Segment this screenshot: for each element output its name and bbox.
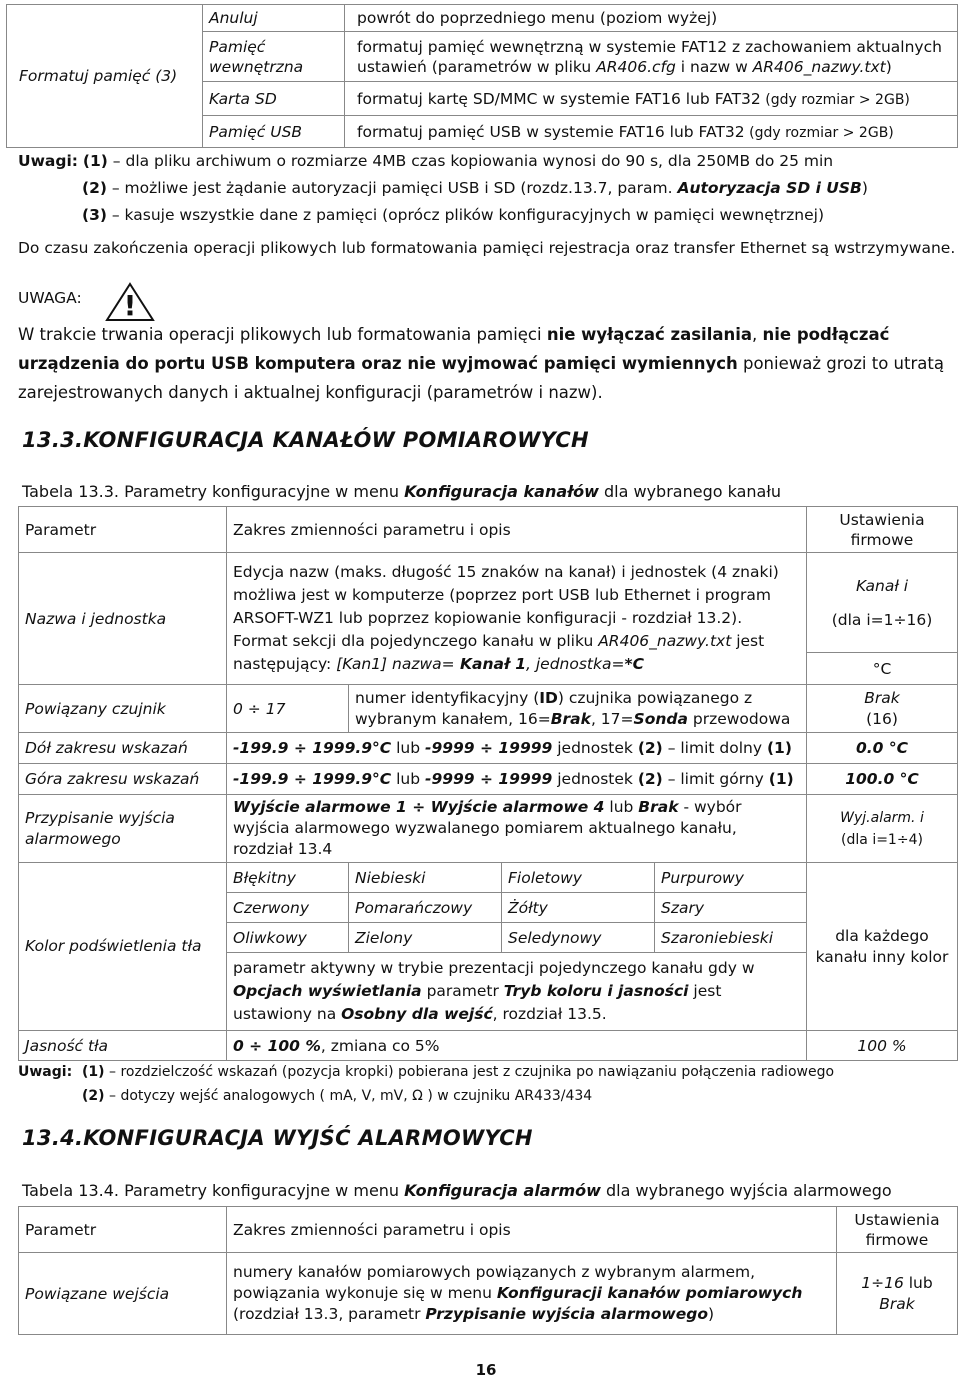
warning-label: UWAGA: [18,289,82,307]
param-nazwa-jednostka: Nazwa i jednostka [19,553,227,685]
notes2-block [18,1060,953,1108]
param-gora-zakresu: Góra zakresu wskazań [19,764,227,795]
color-option: Niebieski [349,863,502,893]
note-paragraph: Do czasu zakończenia operacji plikowych lub formatowania pamięci rejestracja oraz transfer Ethernet są wstrzymywane. [18,239,956,257]
color-option: Fioletowy [502,863,655,893]
table-caption-13-3: Tabela 13.3. Parametry konfiguracyjne w menu Konfiguracja kanałów dla wybranego kanału [22,482,782,501]
color-option: Żółty [502,893,655,923]
option-usb-desc: formatuj pamięć USB w systemie FAT16 lub FAT32 (gdy rozmiar > 2GB) [345,116,958,148]
czujnik-range: 0 ÷ 17 [227,685,349,733]
czujnik-default: Brak (16) [807,685,958,733]
section-heading-13-3: 13.3.KONFIGURACJA KANAŁÓW POMIAROWYCH [22,428,589,452]
powiazane-wejscia-default: 1÷16 lub Brak [837,1253,958,1335]
alarm-default: Wyj.alarm. i (dla i=1÷4) [807,795,958,863]
note-2: (2) – możliwe jest żądanie autoryzacji pamięci USB i SD (rozdz.13.7, param. Autoryzacja SD i USB) [82,179,868,197]
nazwa-default: Kanał i (dla i=1÷16) [807,553,958,653]
jasnosc-range: 0 ÷ 100 %, zmiana co 5% [227,1031,807,1061]
param-przypisanie-wyjscia: Przypisanie wyjścia alarmowego [19,795,227,863]
svg-text:!: ! [123,289,137,322]
param-dol-zakresu: Dół zakresu wskazań [19,733,227,764]
option-sd-card: Karta SD [203,82,345,116]
nazwa-default-unit: °C [807,653,958,685]
header-range: Zakres zmienności parametru i opis [227,507,807,553]
color-option: Pomarańczowy [349,893,502,923]
kolor-note: parametr aktywny w trybie prezentacji pojedynczego kanału gdy w Opcjach wyświetlania parametr Tryb koloru i jasności jest ustawiony na Osobny dla wejść, rozdział 13.5. [227,953,807,1031]
note-3: (3) – kasuje wszystkie dane z pamięci (oprócz plików konfiguracyjnych w pamięci wewnętrznej) [82,206,825,224]
alarm-config-table [18,1206,958,1335]
notes-block [18,148,958,259]
czujnik-desc: numer identyfikacyjny (ID) czujnika powiązanego z wybranym kanałem, 16=Brak, 17=Sonda przewodowa [349,685,807,733]
notes2-line-1: Uwagi: (1) – rozdzielczość wskazań (pozycja kropki) pobierana jest z czujnika po nawiązaniu połączenia radiowego [18,1064,835,1080]
kolor-default: dla każdego kanału inny kolor [807,863,958,1031]
format-memory-label: Formatuj pamięć (3) [7,5,203,148]
color-option: Seledynowy [502,923,655,953]
page-number: 16 [475,1361,497,1379]
nazwa-desc: Edycja nazw (maks. długość 15 znaków na kanał) i jednostek (4 znaki) możliwa jest w komputerze (poprzez port USB lub Ethernet i program ARSOFT-WZ1 lub poprzez kopiowanie konfiguracji - rozdział 13.2). Format sekcji dla pojedynczego kanału w pliku AR406_nazwy.txt jest następujący: [Kan1] nazwa= Kanał 1, jednostka=*C [227,553,807,685]
header-default: Ustawienia firmowe [837,1207,958,1253]
section-heading-13-4: 13.4.KONFIGURACJA WYJŚĆ ALARMOWYCH [22,1126,533,1150]
color-option: Zielony [349,923,502,953]
table-caption-13-4: Tabela 13.4. Parametry konfiguracyjne w menu Konfiguracja alarmów dla wybranego wyjścia alarmowego [22,1181,892,1200]
header-range: Zakres zmienności parametru i opis [227,1207,837,1253]
option-anuluj: Anuluj [203,5,345,32]
jasnosc-default: 100 % [807,1031,958,1061]
param-powiazany-czujnik: Powiązany czujnik [19,685,227,733]
color-option: Błękitny [227,863,349,893]
dol-default: 0.0 °C [807,733,958,764]
param-powiazane-wejscia: Powiązane wejścia [19,1253,227,1335]
option-internal-memory-desc: formatuj pamięć wewnętrzną w systemie FAT12 z zachowaniem aktualnych ustawień (parametrów w pliku AR406.cfg i nazw w AR406_nazwy.txt) [345,32,958,82]
color-option: Czerwony [227,893,349,923]
header-parameter: Parametr [19,507,227,553]
gora-range: -199.9 ÷ 1999.9°C lub -9999 ÷ 19999 jednostek (2) – limit górny (1) [227,764,807,795]
gora-default: 100.0 °C [807,764,958,795]
option-usb: Pamięć USB [203,116,345,148]
warning-text: W trakcie trwania operacji plikowych lub formatowania pamięci nie wyłączać zasilania, nie podłączać urządzenia do portu USB komputera oraz nie wyjmować pamięci wymiennych ponieważ grozi to utratą zarejestrowanych danych i aktualnej konfiguracji (parametrów i nazw). [18,325,944,402]
color-option: Purpurowy [655,863,807,893]
channel-config-table [18,506,958,1061]
param-kolor-podswietlenia: Kolor podświetlenia tła [19,863,227,1031]
color-option: Szary [655,893,807,923]
option-sd-card-desc: formatuj kartę SD/MMC w systemie FAT16 lub FAT32 (gdy rozmiar > 2GB) [345,82,958,116]
dol-range: -199.9 ÷ 1999.9°C lub -9999 ÷ 19999 jednostek (2) – limit dolny (1) [227,733,807,764]
option-internal-memory: Pamięć wewnętrzna [203,32,345,82]
format-memory-table [6,4,958,148]
header-parameter: Parametr [19,1207,227,1253]
color-option: Szaroniebieski [655,923,807,953]
note-1: Uwagi: (1) – dla pliku archiwum o rozmiarze 4MB czas kopiowania wynosi do 90 s, dla 250MB do 25 min [18,152,834,170]
warning-triangle-icon [105,282,155,322]
notes2-line-2: (2) – dotyczy wejść analogowych ( mA, V, mV, Ω ) w czujniku AR433/434 [82,1088,593,1104]
option-anuluj-desc: powrót do poprzedniego menu (poziom wyżej) [345,5,958,32]
color-option: Oliwkowy [227,923,349,953]
param-jasnosc-tla: Jasność tła [19,1031,227,1061]
powiazane-wejscia-desc: numery kanałów pomiarowych powiązanych z wybranym alarmem, powiązania wykonuje się w menu Konfiguracji kanałów pomiarowych (rozdział 13.3, parametr Przypisanie wyjścia alarmowego) [227,1253,837,1335]
alarm-range: Wyjście alarmowe 1 ÷ Wyjście alarmowe 4 lub Brak - wybór wyjścia alarmowego wyzwalanego pomiarem aktualnego kanału, rozdział 13.4 [227,795,807,863]
header-default: Ustawienia firmowe [807,507,958,553]
